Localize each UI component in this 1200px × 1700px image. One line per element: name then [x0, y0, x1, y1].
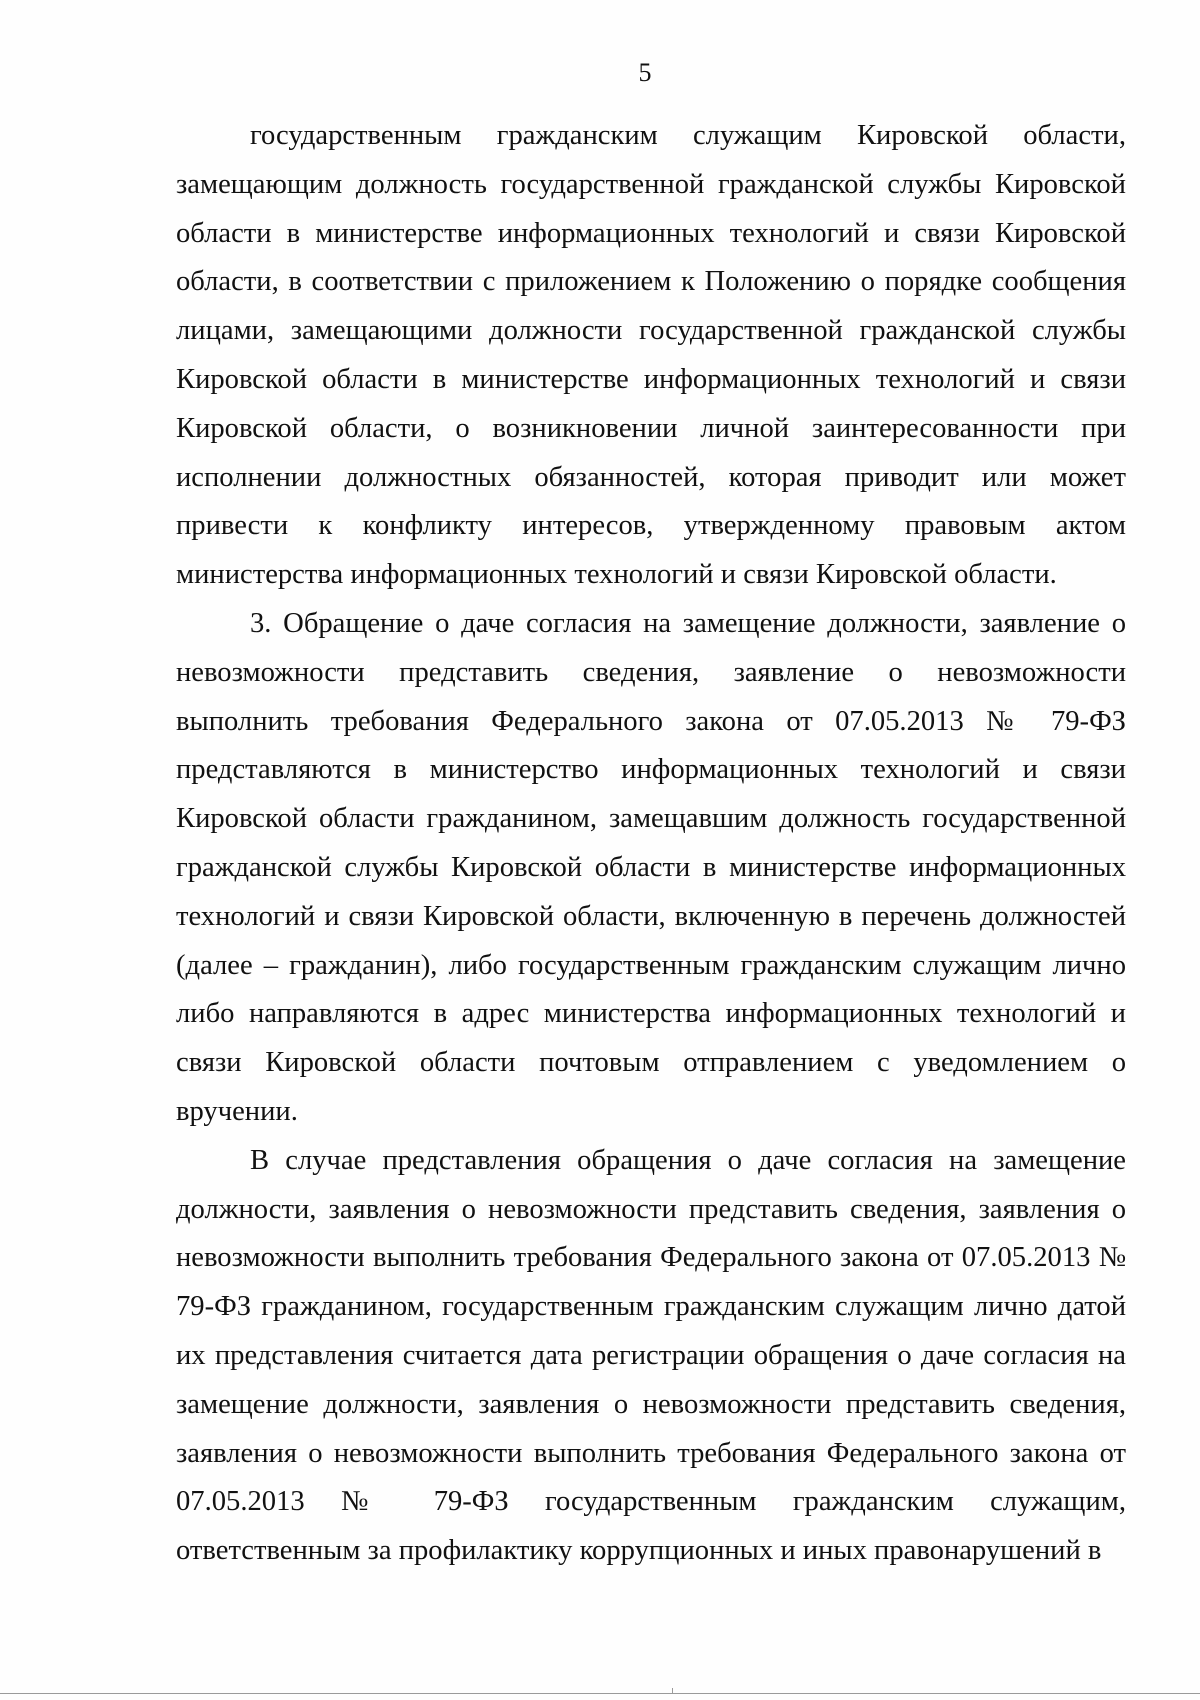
scan-bottom-edge — [0, 1693, 1200, 1694]
paragraph-item-3: 3. Обращение о даче согласия на замещение должности, заявление о невозможности представить сведения, заявление о невозможности выполнить требования Федерального закона от 07.05.2013 № 79-ФЗ представляются в министерство информационных технологий и связи Кировской области гражданином, замещавшим должность государственной гражданской службы Кировской области в министерстве информационных технологий и связи Кировской области, включенную в перечень должностей (далее – гражданин), либо государственным гражданским служащим лично либо направляются в адрес министерства информационных технологий и связи Кировской области почтовым отправлением с уведомлением о вручении. — [176, 607, 1126, 1127]
page-number: 5 — [638, 58, 652, 87]
paragraph-continuation: государственным гражданским служащим Кировской области, замещающим должность государственной гражданской службы Кировской области в министерстве информационных технологий и связи Кировской области, в соответствии с приложением к Положению о порядке сообщения лицами, замещающими должности государственной гражданской службы Кировской области в министерстве информационных технологий и связи Кировской области, о возникновении личной заинтересованности при исполнении должностных обязанностей, которая приводит или может привести к конфликту интересов, утвержденному правовым актом министерства информационных технологий и связи Кировской области. — [176, 120, 1126, 591]
scan-bottom-tick — [672, 1688, 673, 1694]
document-body — [176, 112, 1126, 1576]
paragraph-submission-date: В случае представления обращения о даче согласия на замещение должности, заявления о невозможности представить сведения, заявления о невозможности выполнить требования Федерального закона от 07.05.2013 № 79-ФЗ гражданином, государственным гражданским служащим лично датой их представления считается дата регистрации обращения о даче согласия на замещение должности, заявления о невозможности представить сведения, заявления о невозможности выполнить требования Федерального закона от 07.05.2013 № 79-ФЗ государственным гражданским служащим, ответственным за профилактику коррупционных и иных правонарушений в — [176, 1144, 1126, 1567]
